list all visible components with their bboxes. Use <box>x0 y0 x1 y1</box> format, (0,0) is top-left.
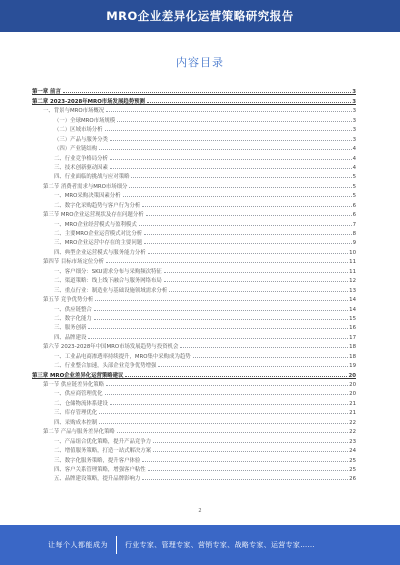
toc-entry-label: 三、MRO企业运营中存在的主要问题 <box>54 240 143 247</box>
toc-entry[interactable] <box>32 246 356 255</box>
toc-entry[interactable] <box>32 294 356 303</box>
footer-slogan: 让每个人都能成为 <box>48 541 108 549</box>
toc-entry-page: 20 <box>348 372 356 379</box>
toc-entry-page: 19 <box>349 363 356 370</box>
toc-entry[interactable] <box>32 473 356 482</box>
toc-entry-page: 13 <box>349 287 356 294</box>
toc-dot-leader <box>129 187 351 188</box>
toc-dot-leader <box>144 234 351 235</box>
toc-entry[interactable] <box>32 397 356 406</box>
toc-entry[interactable] <box>32 464 356 473</box>
toc-dot-leader <box>193 357 349 358</box>
toc-entry-label: 二、增值服务策略，打造一站式解决方案 <box>54 448 152 455</box>
toc-entry-label: 一、工业品电商渗透率持续提升，MRO集中采购成为趋势 <box>54 353 191 360</box>
toc-entry-label: 一、供应链整合 <box>54 306 92 313</box>
toc-entry-page: 17 <box>349 334 356 341</box>
toc-dot-leader <box>88 338 348 339</box>
toc-dot-leader <box>117 121 351 122</box>
toc-entry-label: 四、行业面临的挑战与应对策略 <box>54 174 130 181</box>
toc-entry-page: 22 <box>349 429 356 436</box>
toc-entry-label: 四、客户关系管理策略，增强客户粘性 <box>54 466 146 473</box>
toc-dot-leader <box>63 92 351 93</box>
toc-entry-page: 5 <box>352 193 356 200</box>
report-header-banner <box>0 0 400 32</box>
toc-entry[interactable] <box>32 143 356 152</box>
toc-entry[interactable] <box>32 209 356 218</box>
toc-dot-leader <box>146 215 352 216</box>
toc-dot-leader <box>125 376 347 377</box>
toc-entry-page: 14 <box>349 306 356 313</box>
toc-entry-label: 三、技术创新驱动因素 <box>54 164 108 171</box>
toc-dot-leader <box>131 177 351 178</box>
toc-entry-page: 25 <box>349 457 356 464</box>
toc-dot-leader <box>142 461 348 462</box>
toc-entry-label: 三、服务创新 <box>54 325 87 332</box>
toc-entry-label: 二、仓储物流体系建设 <box>54 400 108 407</box>
toc-entry-label: 二、主要MRO企业运营模式对比分析 <box>54 231 143 237</box>
toc-entry-label: 五、品牌建设策略，提升品牌影响力 <box>54 476 141 483</box>
toc-dot-leader <box>110 140 352 141</box>
toc-entry-label: 四、品牌建设 <box>54 334 87 341</box>
toc-entry-page: 10 <box>349 249 356 256</box>
toc-entry[interactable] <box>32 133 356 142</box>
toc-heading: 内容目录 <box>176 56 224 69</box>
toc-entry[interactable] <box>32 379 356 388</box>
toc-entry-page: 6 <box>352 202 356 209</box>
toc-entry-page: 3 <box>352 136 356 143</box>
toc-entry-page: 6 <box>352 212 356 219</box>
toc-entry-page: 20 <box>349 391 356 398</box>
footer-divider <box>116 536 117 554</box>
toc-dot-leader <box>142 206 351 207</box>
toc-entry-label: 第三节 MRO企业运营现状及存在问题分析 <box>43 212 144 219</box>
page-number: 2 <box>198 508 202 514</box>
toc-dot-leader <box>148 470 348 471</box>
toc-entry-page: 14 <box>349 297 356 304</box>
toc-entry-page: 22 <box>349 419 356 426</box>
toc-entry[interactable] <box>32 416 356 425</box>
toc-entry-page: 3 <box>352 117 356 124</box>
toc-entry[interactable] <box>32 388 356 397</box>
toc-dot-leader <box>105 130 352 131</box>
toc-entry-page: 18 <box>349 353 356 360</box>
footer-tagline: 行业专家、管理专家、营销专家、战略专家、运营专家…… <box>125 541 315 549</box>
toc-entry-label: 二、行业整合加速，头部企业竞争优势增强 <box>54 363 157 370</box>
toc-dot-leader <box>110 404 348 405</box>
toc-entry-page: 24 <box>349 448 356 455</box>
toc-entry-label: 一、MRO采购决策因素分析 <box>54 193 121 200</box>
toc-dot-leader <box>99 149 351 150</box>
toc-entry[interactable] <box>32 313 356 322</box>
toc-entry-page: 5 <box>352 174 356 181</box>
toc-entry-label: 第二节 产品与服务差异化策略 <box>43 429 115 436</box>
table-of-contents <box>32 86 356 482</box>
toc-entry[interactable] <box>32 105 356 114</box>
toc-dot-leader <box>110 159 352 160</box>
toc-dot-leader <box>158 366 348 367</box>
toc-entry[interactable] <box>32 199 356 208</box>
toc-entry[interactable] <box>32 114 356 123</box>
toc-entry-label: 一、背景与MRO市场概况 <box>43 108 105 115</box>
toc-entry-label: 第二章 2023-2028年MRO市场发展趋势预测 <box>32 98 145 105</box>
toc-entry-label: 第四节 目标市场定位分析 <box>43 259 105 266</box>
toc-entry[interactable] <box>32 171 356 180</box>
toc-entry-page: 11 <box>349 268 356 275</box>
toc-entry-label: 四、采购成本控制 <box>54 419 98 426</box>
toc-entry-label: 三、库存管理优化 <box>54 410 98 417</box>
toc-entry-page: 8 <box>352 231 356 237</box>
toc-entry-label: 二、数字化能力 <box>54 315 92 322</box>
toc-entry[interactable] <box>32 180 356 189</box>
toc-entry-page: 16 <box>349 325 356 332</box>
toc-entry-page: 4 <box>352 155 356 162</box>
toc-dot-leader <box>95 300 348 301</box>
toc-dot-leader <box>110 168 352 169</box>
toc-entry[interactable] <box>32 228 356 237</box>
toc-entry[interactable] <box>32 237 356 246</box>
toc-entry[interactable] <box>32 303 356 312</box>
toc-entry-label: 一、产品组合优化策略，提升产品竞争力 <box>54 438 152 445</box>
toc-entry[interactable] <box>32 152 356 161</box>
toc-entry[interactable] <box>32 275 356 284</box>
toc-entry-label: （二）区域市场分析 <box>54 127 103 134</box>
toc-entry-page: 5 <box>352 183 356 190</box>
toc-dot-leader <box>99 423 348 424</box>
toc-entry-label: （四）产业链结构 <box>54 146 98 153</box>
toc-entry-label: （三）产品与服务分类 <box>54 136 108 143</box>
toc-entry[interactable] <box>32 331 356 340</box>
toc-dot-leader <box>180 347 348 348</box>
toc-dot-leader <box>169 291 348 292</box>
toc-entry-label: 一、供应商管理优化 <box>54 391 103 398</box>
toc-dot-leader <box>148 253 348 254</box>
toc-dot-leader <box>139 225 352 226</box>
toc-entry-page: 21 <box>349 400 356 407</box>
toc-dot-leader <box>94 319 348 320</box>
toc-entry-page: 4 <box>352 146 356 153</box>
toc-dot-leader <box>99 413 348 414</box>
toc-dot-leader <box>153 442 348 443</box>
footer-banner <box>0 525 400 565</box>
toc-entry-page: 26 <box>349 476 356 483</box>
toc-entry[interactable] <box>32 369 356 378</box>
toc-entry-page: 21 <box>349 410 356 417</box>
toc-entry[interactable] <box>32 86 356 95</box>
toc-entry-page: 12 <box>349 278 356 285</box>
toc-dot-leader <box>123 196 352 197</box>
toc-entry-label: 第一章 前言 <box>32 89 61 96</box>
toc-dot-leader <box>94 310 348 311</box>
toc-entry-label: 第三章 MRO企业差异化运营策略建议 <box>32 372 124 379</box>
toc-entry-page: 25 <box>349 466 356 473</box>
toc-entry-label: 四、典型企业运营模式与服务能力分析 <box>54 249 146 256</box>
toc-entry-page: 23 <box>349 438 356 445</box>
toc-dot-leader <box>164 281 348 282</box>
toc-entry-label: 二、渠道策略：线上线下融合与服务网络布局 <box>54 278 162 285</box>
report-title: MRO企业差异化运营策略研究报告 <box>106 9 294 23</box>
toc-entry-label: 第六节 2023-2028年中国MRO市场发展趋势与投资机会 <box>43 344 179 351</box>
toc-dot-leader <box>142 479 348 480</box>
toc-entry-page: 3 <box>352 89 356 96</box>
toc-entry[interactable] <box>32 95 356 104</box>
toc-entry[interactable] <box>32 435 356 444</box>
toc-entry-label: 第一节 供应链差异化策略 <box>43 382 105 388</box>
toc-entry-page: 4 <box>352 164 356 171</box>
toc-dot-leader <box>147 102 351 103</box>
toc-entry[interactable] <box>32 190 356 199</box>
toc-dot-leader <box>88 328 348 329</box>
toc-entry-page: 3 <box>352 98 356 105</box>
toc-entry[interactable] <box>32 454 356 463</box>
toc-dot-leader <box>144 243 351 244</box>
toc-dot-leader <box>117 432 348 433</box>
toc-entry[interactable] <box>32 322 356 331</box>
toc-entry-label: 三、重点行业：制造业与基础设施领域需求分析 <box>54 287 168 294</box>
toc-entry[interactable] <box>32 426 356 435</box>
toc-dot-leader <box>106 385 348 386</box>
toc-entry-page: 11 <box>349 259 356 266</box>
toc-entry-page: 15 <box>349 315 356 322</box>
toc-entry-label: 一、MRO企业经营模式与盈利模式 <box>54 221 137 228</box>
toc-dot-leader <box>106 262 348 263</box>
toc-entry[interactable] <box>32 445 356 454</box>
toc-entry[interactable] <box>32 350 356 359</box>
toc-entry[interactable] <box>32 162 356 171</box>
toc-dot-leader <box>153 451 348 452</box>
toc-entry-label: （一）全球MRO市场规模 <box>54 117 116 124</box>
toc-entry-page: 3 <box>352 108 356 115</box>
toc-entry-page: 7 <box>352 221 356 228</box>
toc-entry[interactable] <box>32 360 356 369</box>
toc-dot-leader <box>105 394 349 395</box>
toc-entry-label: 三、数字化服务策略，提升客户体验 <box>54 457 141 464</box>
toc-entry-label: 一、客户细分：SKU需求分布与采购频次特征 <box>54 268 162 275</box>
toc-entry-label: 二、行业竞争格局分析 <box>54 155 108 162</box>
toc-entry[interactable] <box>32 265 356 274</box>
toc-entry-page: 3 <box>352 127 356 134</box>
toc-entry[interactable] <box>32 256 356 265</box>
toc-dot-leader <box>164 272 348 273</box>
toc-entry-page: 18 <box>349 344 356 351</box>
toc-entry[interactable] <box>32 341 356 350</box>
toc-entry[interactable] <box>32 284 356 293</box>
toc-entry[interactable] <box>32 218 356 227</box>
toc-entry-page: 20 <box>349 382 356 388</box>
toc-entry-label: 二、数字化采购趋势与客户行为分析 <box>54 202 141 209</box>
toc-entry-label: 第五节 竞争优势分析 <box>43 297 94 304</box>
toc-entry-page: 9 <box>352 240 356 247</box>
toc-entry[interactable] <box>32 124 356 133</box>
toc-dot-leader <box>106 111 351 112</box>
toc-entry[interactable] <box>32 407 356 416</box>
toc-entry-label: 第二节 消费者需求与MRO市场细分 <box>43 183 128 190</box>
